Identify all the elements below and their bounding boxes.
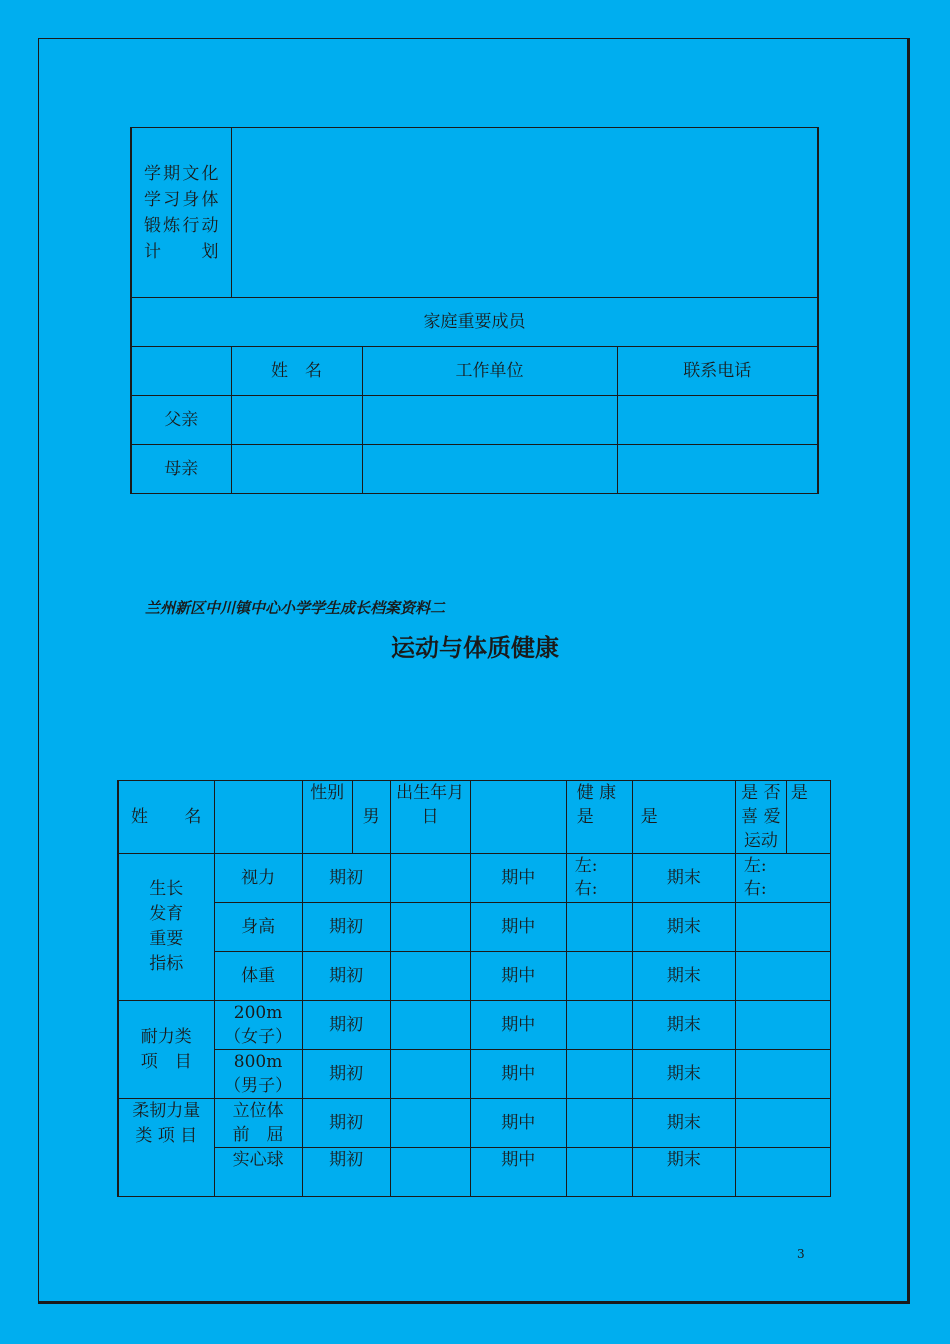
study-plan-cell[interactable] <box>231 128 818 298</box>
bend-end-cell[interactable] <box>735 1099 830 1148</box>
height-end-cell[interactable] <box>735 903 830 952</box>
200m-start-label: 期初 <box>302 1001 390 1050</box>
family-members-table <box>130 127 819 494</box>
200m-mid-label: 期中 <box>470 1001 566 1050</box>
name-label: 姓 名 <box>118 781 214 854</box>
bend-start-cell[interactable] <box>390 1099 470 1148</box>
document-subtitle: 兰州新区中川镇中心小学学生成长档案资料二 <box>145 599 446 617</box>
flexibility-label: 柔韧力量类 项 目 <box>118 1099 214 1197</box>
weight-mid-label: 期中 <box>470 952 566 1001</box>
200m-end-cell[interactable] <box>735 1001 830 1050</box>
ball-start-cell[interactable] <box>390 1148 470 1197</box>
weight-start-cell[interactable] <box>390 952 470 1001</box>
weight-end-label: 期末 <box>632 952 735 1001</box>
bend-mid-label: 期中 <box>470 1099 566 1148</box>
ball-end-label: 期末 <box>632 1148 735 1197</box>
row-mother-label: 母亲 <box>131 445 231 494</box>
page-number: 3 <box>797 1247 805 1261</box>
empty-header-cell <box>131 347 231 396</box>
sports-health-table <box>117 780 831 1197</box>
800m-end-label: 期末 <box>632 1050 735 1099</box>
family-section-title: 家庭重要成员 <box>131 298 818 347</box>
200m-mid-cell[interactable] <box>566 1001 632 1050</box>
item-standing-forward-bend: 立位体前 屈 <box>214 1099 302 1148</box>
height-start-cell[interactable] <box>390 903 470 952</box>
study-plan-label: 学期文化 学习身体 锻炼行动 计 划 <box>131 128 231 298</box>
height-mid-cell[interactable] <box>566 903 632 952</box>
health-value: 是 <box>632 781 735 854</box>
800m-start-label: 期初 <box>302 1050 390 1099</box>
mother-workplace-cell[interactable] <box>362 445 617 494</box>
father-workplace-cell[interactable] <box>362 396 617 445</box>
vision-start-label: 期初 <box>302 854 390 903</box>
height-mid-label: 期中 <box>470 903 566 952</box>
header-workplace: 工作单位 <box>362 347 617 396</box>
father-name-cell[interactable] <box>231 396 362 445</box>
800m-mid-cell[interactable] <box>566 1050 632 1099</box>
item-200m: 200m（女子） <box>214 1001 302 1050</box>
birth-label: 出生年月日 <box>390 781 470 854</box>
bend-start-label: 期初 <box>302 1099 390 1148</box>
weight-mid-cell[interactable] <box>566 952 632 1001</box>
item-weight: 体重 <box>214 952 302 1001</box>
200m-start-cell[interactable] <box>390 1001 470 1050</box>
height-start-label: 期初 <box>302 903 390 952</box>
vision-end-cell[interactable]: 左: 右: <box>735 854 830 903</box>
800m-end-cell[interactable] <box>735 1050 830 1099</box>
birth-value-cell[interactable] <box>470 781 566 854</box>
vision-mid-label: 期中 <box>470 854 566 903</box>
mother-name-cell[interactable] <box>231 445 362 494</box>
height-end-label: 期末 <box>632 903 735 952</box>
father-phone-cell[interactable] <box>617 396 818 445</box>
gender-label: 性别 <box>302 781 352 854</box>
document-title: 运动与体质健康 <box>391 634 559 662</box>
mother-phone-cell[interactable] <box>617 445 818 494</box>
800m-start-cell[interactable] <box>390 1050 470 1099</box>
800m-mid-label: 期中 <box>470 1050 566 1099</box>
name-value-cell[interactable] <box>214 781 302 854</box>
gender-value: 男 <box>352 781 390 854</box>
bend-end-label: 期末 <box>632 1099 735 1148</box>
growth-indicator-label: 生长发育重要指标 <box>118 854 214 1001</box>
ball-end-cell[interactable] <box>735 1148 830 1197</box>
weight-start-label: 期初 <box>302 952 390 1001</box>
likes-sport-label: 是 否 喜 爱 运动 <box>735 781 786 854</box>
item-height: 身高 <box>214 903 302 952</box>
item-800m: 800m（男子） <box>214 1050 302 1099</box>
ball-mid-label: 期中 <box>470 1148 566 1197</box>
vision-end-label: 期末 <box>632 854 735 903</box>
vision-mid-cell[interactable]: 左: 右: <box>566 854 632 903</box>
ball-mid-cell[interactable] <box>566 1148 632 1197</box>
header-phone: 联系电话 <box>617 347 818 396</box>
row-father-label: 父亲 <box>131 396 231 445</box>
health-label: 健 康 是 <box>566 781 632 854</box>
endurance-label: 耐力类项 目 <box>118 1001 214 1099</box>
ball-start-label: 期初 <box>302 1148 390 1197</box>
item-vision: 视力 <box>214 854 302 903</box>
header-name: 姓 名 <box>231 347 362 396</box>
200m-end-label: 期末 <box>632 1001 735 1050</box>
weight-end-cell[interactable] <box>735 952 830 1001</box>
item-medicine-ball: 实心球 <box>214 1148 302 1197</box>
bend-mid-cell[interactable] <box>566 1099 632 1148</box>
likes-sport-value: 是 <box>786 781 830 854</box>
vision-start-cell[interactable] <box>390 854 470 903</box>
